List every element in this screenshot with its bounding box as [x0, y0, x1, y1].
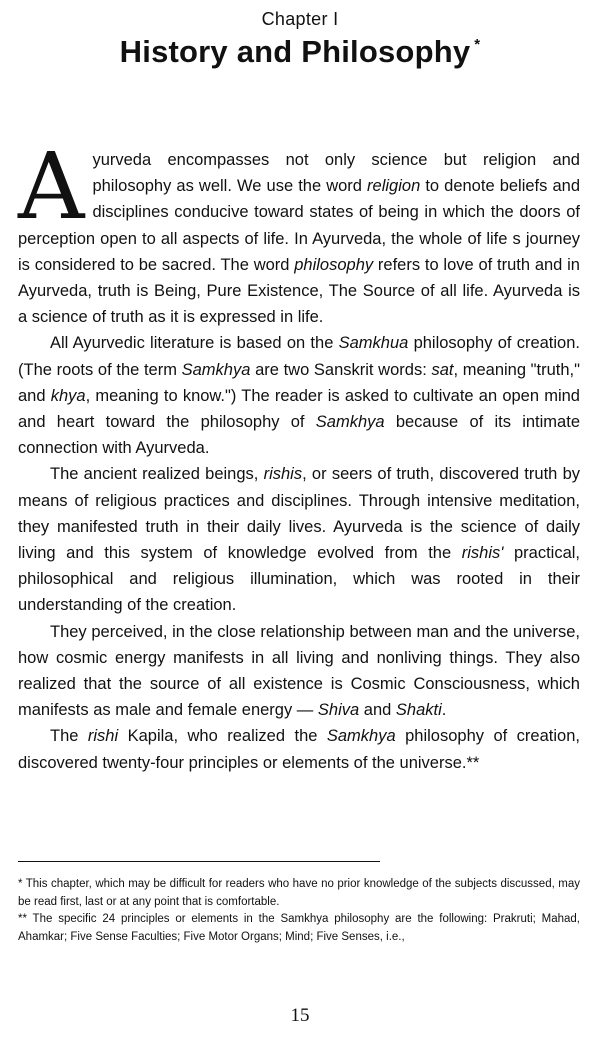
paragraph-text: and: [359, 701, 396, 720]
paragraph: [18, 133, 580, 330]
paragraph-text: Kapila, who realized the: [118, 727, 327, 746]
emphasis: Shiva: [317, 701, 360, 720]
emphasis: sat: [431, 360, 454, 379]
paragraph: [18, 461, 580, 618]
paragraph-text: philosophy of creation, discovered twenty-four principles or elements of the universe.: [18, 727, 580, 772]
paragraph-text: philosophy of creation. (The roots of the term: [18, 334, 580, 379]
paragraph-text: are two Sanskrit words:: [250, 360, 432, 379]
emphasis: Samkhua: [338, 334, 409, 353]
paragraph-text: , meaning "truth," and: [18, 360, 580, 405]
paragraph: [18, 330, 580, 461]
paragraph-text: to denote beliefs and disciplines conducive toward states of being in which the doors of perception open to all aspects of life. In Ayurveda, the whole of life s journey is considered to be sacred. The word: [18, 177, 580, 274]
paragraph-text: , meaning to know.") The reader is asked to cultivate an open mind and heart toward the philosophy of: [18, 386, 580, 432]
paragraph-text: All Ayurvedic literature is based on the: [50, 334, 339, 353]
chapter-title-text: History and Philosophy: [119, 34, 471, 69]
paragraph-text: because of its intimate connection with Ayurveda.: [18, 413, 580, 458]
paragraph: [18, 723, 580, 775]
emphasis: Samkhya: [181, 360, 251, 379]
emphasis: philosophy: [294, 255, 374, 274]
drop-cap: A: [18, 133, 85, 240]
emphasis: rishis: [263, 465, 303, 484]
page-number: 15: [290, 1005, 310, 1026]
paragraph-text: The ancient realized beings,: [50, 465, 264, 484]
paragraph-text: The: [50, 727, 88, 746]
emphasis: Samkhya: [326, 727, 396, 746]
emphasis: religion: [367, 177, 421, 196]
paragraph-text: .: [441, 701, 447, 720]
paragraph-text: refers to love of truth and in Ayurveda, truth is Being, Pure Existence, The Source of all life. Ayurveda is a science of truth as it is expressed in life.: [18, 255, 580, 327]
paragraph-text: practical, philosophical and religious illumination, which was rooted in their understanding of the creation.: [18, 544, 581, 615]
footnote: ** The specific 24 principles or elements in the Samkhya philosophy are the following: Prakruti; Mahad, Ahamkar; Five Sense Faculties; Five Motor Organs; Mind; Five Senses, i.e.,: [18, 913, 580, 943]
footnote-marker: *: [474, 36, 481, 53]
paragraph-text: , or seers of truth, discovered truth by means of religious practices and disciplines. Through intensive meditation, they manifested truth in their daily lives. Ayurveda is the science of daily living and this system of knowledge evolved from the: [18, 465, 580, 563]
emphasis: khya: [50, 386, 86, 405]
footnote-marker: **: [466, 753, 480, 772]
footnote-divider: [18, 861, 380, 862]
emphasis: rishis': [461, 544, 504, 563]
emphasis: rishi: [87, 727, 119, 746]
emphasis: Shakti: [395, 701, 442, 720]
footnote: * This chapter, which may be difficult for readers who have no prior knowledge of the subjects discussed, may be read first, last or at any point that is comfortable.: [18, 878, 580, 908]
paragraph-text: They perceived, in the close relationship between man and the universe, how cosmic energy manifests in all living and nonliving things. They also realized that the source of all existence is Cosmic Consciousness, which manifests as male and female energy —: [18, 622, 580, 720]
emphasis: Samkhya: [315, 413, 385, 432]
footnotes: [18, 876, 580, 946]
chapter-label: Chapter I: [261, 9, 339, 29]
body-text: [18, 133, 581, 776]
paragraph-text: yurveda encompasses not only science but religion and philosophy as well. We use the word: [92, 151, 580, 196]
chapter-title: [0, 34, 600, 70]
paragraph: [18, 619, 580, 724]
